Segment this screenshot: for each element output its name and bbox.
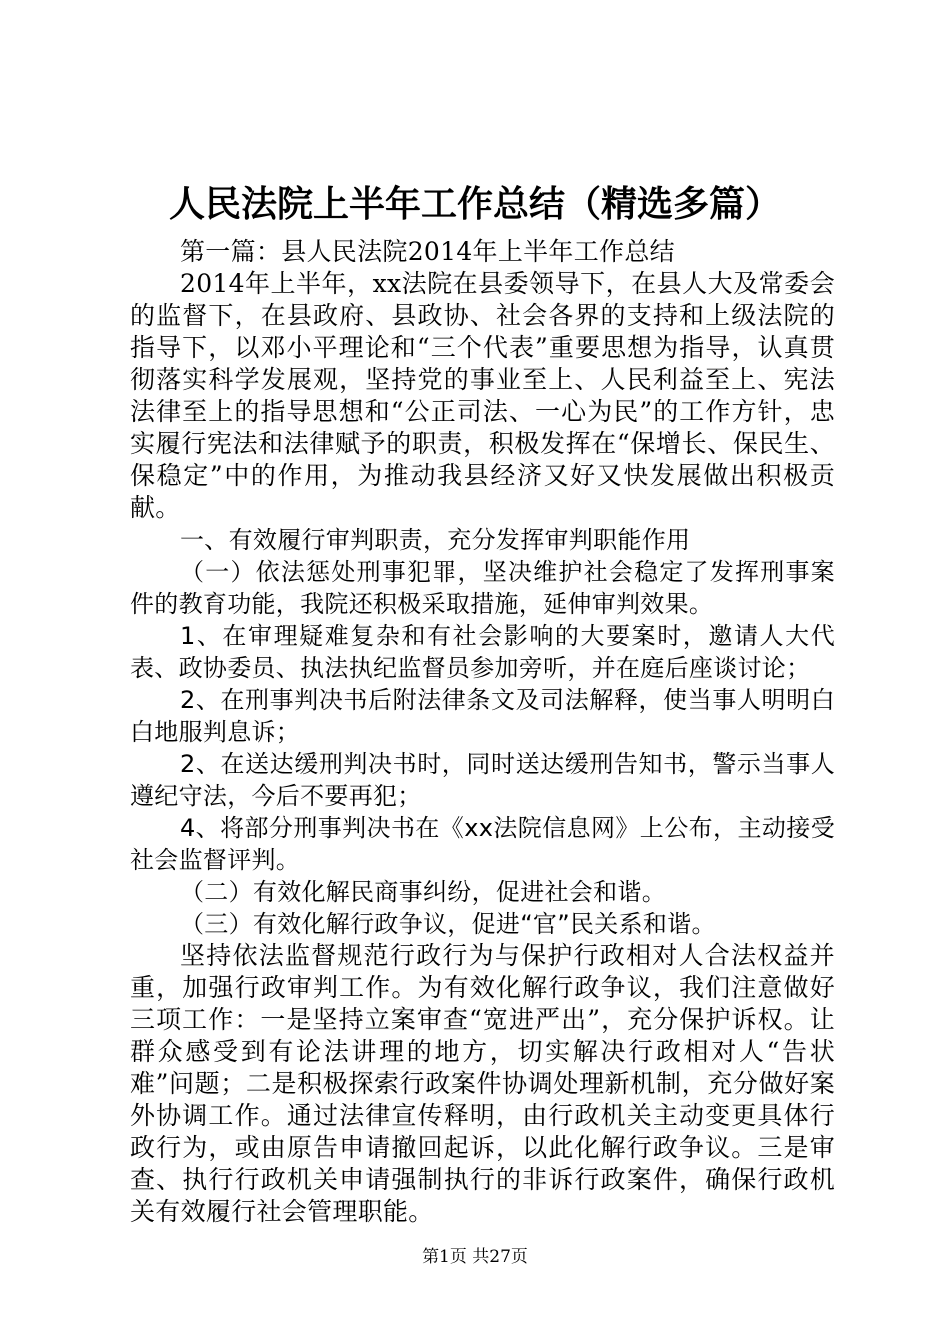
subsection-2: （二）有效化解民商事纠纷，促进社会和谐。 xyxy=(180,878,666,906)
subsection-1: （一）依法惩处刑事犯罪，坚决维护社会稳定了发挥刑事案件的教育功能，我院还积极采取措施，延伸审判效果。 xyxy=(130,558,835,618)
list-item-3: 2、在送达缓刑判决书时，同时送达缓刑告知书，警示当事人遵纪守法，今后不要再犯； xyxy=(130,750,835,810)
list-item-4: 4、将部分刑事判决书在《xx法院信息网》上公布，主动接受社会监督评判。 xyxy=(130,814,835,874)
body-paragraph-administrative: 坚持依法监督规范行政行为与保护行政相对人合法权益并重，加强行政审判工作。为有效化解行政争议，我们注意做好三项工作：一是坚持立案审查“宽进严出”，充分保护诉权。让群众感受到有论法讲理的地方，切实解决行政相对人“告状难”问题；二是积极探索行政案件协调处理新机制，充分做好案外协调工作。通过法律宣传释明，由行政机关主动变更具体行政行为，或由原告申请撤回起诉，以此化解行政争议。三是审查、执行行政机关申请强制执行的非诉行政案件，确保行政机关有效履行社会管理职能。 xyxy=(130,941,835,1226)
page-footer: 第1页 共27页 xyxy=(422,1247,528,1267)
subsection-3: （三）有效化解行政争议，促进“官”民关系和谐。 xyxy=(180,910,716,938)
document-title: 人民法院上半年工作总结（精选多篇） xyxy=(168,183,781,225)
section-heading-1: 一、有效履行审判职责，充分发挥审判职能作用 xyxy=(180,526,691,554)
list-item-2: 2、在刑事判决书后附法律条文及司法解释，使当事人明明白白地服判息诉； xyxy=(130,686,835,746)
intro-paragraph: 2014年上半年，xx法院在县委领导下，在县人大及常委会的监督下，在县政府、县政协、社会各界的支持和上级法院的指导下，以邓小平理论和“三个代表”重要思想为指导，认真贯彻落实科学发展观，坚持党的事业至上、人民利益至上、宪法法律至上的指导思想和“公正司法、一心为民”的工作方针，忠实履行宪法和法律赋予的职责，积极发挥在“保增长、保民生、保稳定”中的作用，为推动我县经济又好又快发展做出积极贡献。 xyxy=(130,269,835,522)
document-body xyxy=(130,236,835,1228)
section-heading-part-one: 第一篇：县人民法院2014年上半年工作总结 xyxy=(180,237,675,266)
list-item-1: 1、在审理疑难复杂和有社会影响的大要案时，邀请人大代表、政协委员、执法执纪监督员参加旁听，并在庭后座谈讨论； xyxy=(130,622,835,682)
